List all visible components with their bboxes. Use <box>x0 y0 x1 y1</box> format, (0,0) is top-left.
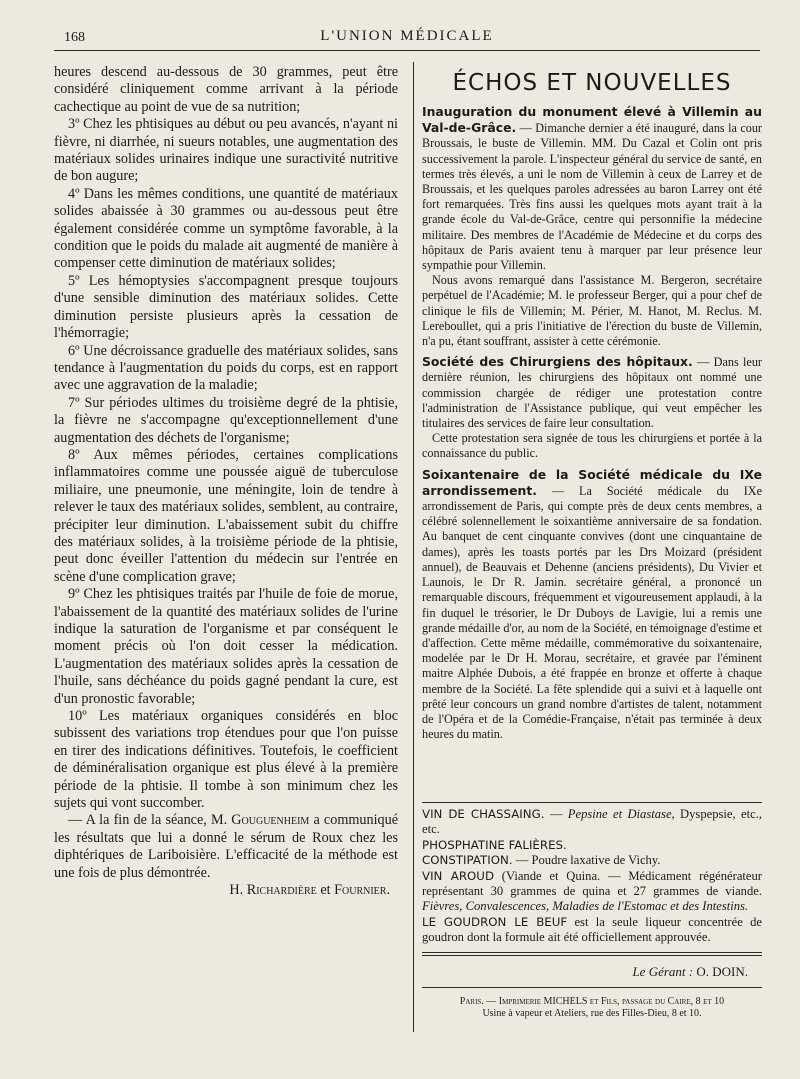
ad-phosphatine <box>422 838 762 853</box>
double-rule <box>422 952 762 956</box>
news-title: Soixantenaire de la Société médicale du IXe arrondissement. <box>422 466 762 498</box>
news-paragraph: Cette protestation sera signée de tous les chirurgiens et portée à la connaissance du public. <box>422 431 762 461</box>
imprimerie <box>422 987 762 1020</box>
news-item <box>422 104 762 273</box>
final-note <box>54 812 398 882</box>
ad-text: (Viande et Quina. — Médicament régénérateur représentant 30 grammes de quina et 27 grammes de viande. <box>422 868 762 899</box>
paragraph: 3º Chez les phtisiques au début ou peu avancés, n'ayant ni fièvre, ni diarrhée, ni sueurs notables, une augmentation des matériaux solides urinaires indique une suractivité nutritive de bon augure; <box>54 116 398 185</box>
ad-aroud <box>422 869 762 915</box>
news-items <box>422 104 762 742</box>
news-paragraph: Nous avons remarqué dans l'assistance M. Bergeron, secrétaire perpétuel de l'Académie; M. le professeur Berger, qui a pour chef de clinique le fils de Villemin; M. Périer, M. Hanot, M. Reclus. M. Lereboullet, qui a pris l'initiative de l'érection du buste de Villemin, n'a pu, étant souffrant, assister à cette cérémonie. <box>422 273 762 349</box>
signature-author: Richardière <box>246 882 317 899</box>
ad-title: PHOSPHATINE FALIÈRES. <box>422 837 567 852</box>
ad-italic: Fièvres, Convalescences, Maladies de l'Estomac et des Intestins. <box>422 899 749 914</box>
news-text: — Dans leur dernière réunion, les chirurgiens des hôpitaux ont nommé une commission chargée de rédiger une protestation contre l'administration de l'Assistance publique, qui veut empêcher les titulaires des services de faire leur consultation. <box>422 355 762 431</box>
ad-title: CONSTIPATION. <box>422 853 513 868</box>
ad-text: est la seule liqueur concentrée de goudron dont la formule ait été officiellement approuvée. <box>422 914 762 945</box>
paragraph: 6º Une décroissance graduelle des matériaux solides, sans tendance à l'augmentation du poids du corps, est en rapport avec une aggravation de la maladie; <box>54 342 398 394</box>
imprimerie-line: Usine à vapeur et Ateliers, rue des Filles-Dieu, 8 et 10. <box>482 1008 702 1020</box>
news-title: Inauguration du monument élevé à Villemin au Val-de-Grâce. <box>422 104 762 136</box>
ad-constipation <box>422 853 762 868</box>
ad-goudron <box>422 915 762 946</box>
ad-text: — Poudre laxative de Vichy. <box>512 853 661 868</box>
gerant-line <box>422 964 762 979</box>
note-text: a communiqué les résultats que lui a donné le sérum de Roux chez les diphtériques de Lariboisière. L'efficacité de la méthode est une fois de plus démontrée. <box>54 812 399 881</box>
left-column <box>54 64 398 900</box>
paragraph: 7º Sur périodes ultimes du troisième degré de la phtisie, la fièvre ne s'accompagne qu'exceptionnellement d'une augmentation des déchets de l'organisme; <box>54 394 398 446</box>
news-text: — Dimanche dernier a été inauguré, dans la cour Broussais, le buste de Villemin. MM. Du Cazal et Colin ont pris successivement la parole. L'inspecteur général du service de santé, en termes très élevés, a uni le nom de Villemin à ceux de Larrey et de Broussais, et les quelques paroles adressées au baron Larrey ont été fort remarquées. Très fins aussi les quelques mots ayant trait à la grande école du Val-de-Grâce, centre qui personnifie la médecine militaire. Des membres de l'Académie de Médecine et du corps des hôpitaux de Paris avaient tenu à marquer par leur présence leur sympathie pour Villemin. <box>422 121 762 273</box>
news-item <box>422 354 762 431</box>
ad-title: VIN DE CHASSAING. <box>422 807 545 821</box>
signature-conj: et <box>316 882 335 899</box>
person-name: Gouguenheim <box>231 812 310 829</box>
signature <box>54 882 398 899</box>
ad-italic: Pepsine et Diastase, <box>567 807 675 821</box>
header-rule <box>54 50 760 51</box>
journal-title: L'UNION MÉDICALE <box>320 28 494 44</box>
paragraph: 4º Dans les mêmes conditions, une quantité de matériaux solides abaissée à 30 grammes ou au-dessous peut être également considérée comme un symptôme favorable, à la condition que le poids du malade ait augmenté de manière à compenser cette diminution de matériaux solides; <box>54 185 398 272</box>
ad-chassaing <box>422 807 762 838</box>
page-header <box>54 26 760 50</box>
signature-author: Fournier. <box>334 882 390 899</box>
gerant-name: O. DOIN. <box>696 963 748 979</box>
paragraph: 8º Aux mêmes périodes, certaines complications inflammatoires comme une poussée aiguë de tuberculose miliaire, une pneumonie, une méningite, loin de tendre à relever le taux des matériaux solides, semblent, au contraire, précipiter leur diminution. L'abaissement subit du chiffre des matériaux solides, à la troisième période de la phtisie, peut donc éveiller l'attention du médecin sur l'entrée en scène d'une complication grave; <box>54 446 398 585</box>
news-text: — La Société médicale du IXe arrondissement de Paris, qui compte près de deux cents membres, a célébré solennellement le soixantième anniversaire de sa fondation. Au banquet de cent cinquante convives (dont une cinquantaine de dames), après les toasts portés par les Drs Moizard (président annuel), de Beauvais et Dehenne (anciens présidents), Du Vivier et Launois, le Dr R. Jamin. secrétaire général, a prononcé un remarquable discours, fréquemment et vigoureusement applaudi, à la fin duquel le trésorier, le Dr Duboys de Lavigie, lui a remis une grande médaille d'or, au nom de la Société, en témoignage d'estime et d'affection. Cette même médaille, commémorative du soixantenaire, modelée par le Dr H. Morau, secrétaire, et gravée par l'éminent maitre Alphée Dubois, a été frappée en bronze et offerte à chaque membre de la Société. La fête splendide qui a suivi et à laquelle ont prêté leur concours un grand nombre d'artistes de talent, notamment de l'Opéra et de la Comédie-Française, n'était pas terminée à deux heures du matin. <box>422 483 762 742</box>
advertisements <box>422 802 762 1020</box>
ads-rule <box>422 802 762 803</box>
imprimerie-line: Paris. — Imprimerie MICHELS et Fils, passage du Caire, 8 et 10 <box>459 996 725 1008</box>
signature-initial: H. <box>229 882 247 899</box>
page-number: 168 <box>64 30 85 45</box>
column-divider <box>413 62 414 1032</box>
news-item <box>422 467 762 743</box>
right-column <box>422 66 762 742</box>
ad-dash: — <box>544 807 568 821</box>
paragraph: 5º Les hémoptysies s'accompagnent presque toujours d'une sensible diminution des matériaux solides. Cette diminution persiste plusieurs après la cessation de l'hémorragie; <box>54 272 398 342</box>
news-title: Société des Chirurgiens des hôpitaux. <box>422 354 693 370</box>
note-text: — A la fin de la séance, M. <box>68 812 232 829</box>
ad-title: LE GOUDRON LE BEUF <box>422 914 568 929</box>
paragraph: 10º Les matériaux organiques considérés en bloc subissent des variations trop étendues pour que l'on puisse en tirer des indications définitives. Toutefois, le coefficient de déminéralisation organique est plus élevé à la première période de la phtisie. Il tombe à son minimum chez les sujets qui vont succomber. <box>54 708 398 812</box>
section-title: ÉCHOS ET NOUVELLES <box>452 70 732 96</box>
gerant-label: Le Gérant : <box>632 963 694 979</box>
paragraph: 9º Chez les phtisiques traités par l'huile de foie de morue, l'abaissement de la quantité des matériaux solides de l'urine indique la saturation de l'organisme et par conséquent le moment précis où l'on doit cesser la médication. L'augmentation des matériaux solides après la cessation de l'huile, sans déchéance du poids gagné pendant la cure, est d'un pronostic favorable; <box>54 586 398 707</box>
ad-title: VIN AROUD <box>422 868 495 883</box>
ad-text: Dyspepsie, etc., etc. <box>422 807 762 837</box>
paragraph: heures descend au-dessous de 30 grammes, peut être considéré cliniquement comme arrivant à la période cachectique au point de vue de sa nutrition; <box>54 64 398 115</box>
